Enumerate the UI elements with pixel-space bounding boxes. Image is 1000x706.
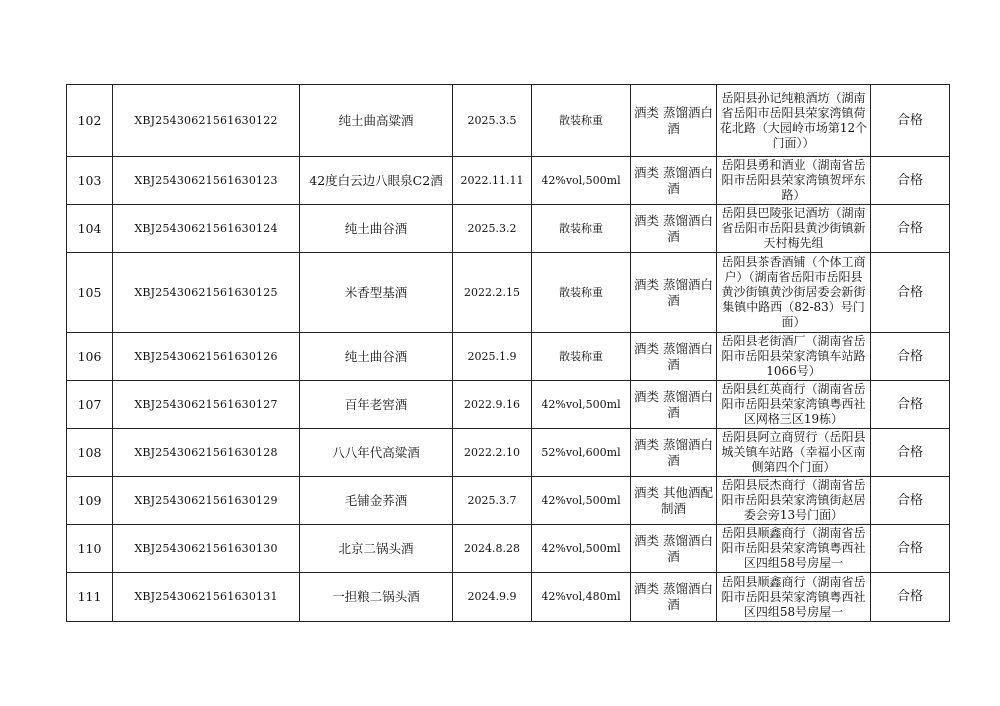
category-cell: 酒类 其他酒配制酒 — [631, 477, 717, 525]
result-cell: 合格 — [871, 253, 950, 333]
serial-number-cell: 106 — [67, 333, 113, 381]
production-date-cell: 2025.3.7 — [453, 477, 532, 525]
production-date-cell: 2022.2.15 — [453, 253, 532, 333]
specification-cell: 散装称重 — [532, 205, 631, 253]
sample-code-cell: XBJ25430621561630128 — [113, 429, 300, 477]
sample-code-cell: XBJ25430621561630126 — [113, 333, 300, 381]
producer-cell: 岳阳县老街酒厂（湖南省岳阳市岳阳县荣家湾镇车站路1066号） — [717, 333, 871, 381]
producer-cell: 岳阳县勇和酒业（湖南省岳阳市岳阳县荣家湾镇贺坪东路） — [717, 157, 871, 205]
product-name-cell: 毛铺金荞酒 — [300, 477, 453, 525]
serial-number-cell: 105 — [67, 253, 113, 333]
product-name-cell: 一担粮二锅头酒 — [300, 573, 453, 622]
sample-code-cell: XBJ25430621561630123 — [113, 157, 300, 205]
product-name-cell: 八八年代高粱酒 — [300, 429, 453, 477]
product-name-cell: 纯土曲高粱酒 — [300, 85, 453, 157]
serial-number-cell: 102 — [67, 85, 113, 157]
result-cell: 合格 — [871, 381, 950, 429]
table-row — [67, 525, 950, 573]
category-cell: 酒类 蒸馏酒白酒 — [631, 85, 717, 157]
serial-number-cell: 111 — [67, 573, 113, 622]
serial-number-cell: 110 — [67, 525, 113, 573]
specification-cell: 52%vol,600ml — [532, 429, 631, 477]
specification-cell: 42%vol,500ml — [532, 477, 631, 525]
production-date-cell: 2022.11.11 — [453, 157, 532, 205]
category-cell: 酒类 蒸馏酒白酒 — [631, 429, 717, 477]
specification-cell: 散装称重 — [532, 333, 631, 381]
sample-code-cell: XBJ25430621561630127 — [113, 381, 300, 429]
table-row — [67, 85, 950, 157]
result-cell: 合格 — [871, 157, 950, 205]
production-date-cell: 2022.9.16 — [453, 381, 532, 429]
table-row — [67, 429, 950, 477]
category-cell: 酒类 蒸馏酒白酒 — [631, 333, 717, 381]
category-cell: 酒类 蒸馏酒白酒 — [631, 205, 717, 253]
table-row — [67, 205, 950, 253]
category-cell: 酒类 蒸馏酒白酒 — [631, 253, 717, 333]
serial-number-cell: 109 — [67, 477, 113, 525]
category-cell: 酒类 蒸馏酒白酒 — [631, 157, 717, 205]
specification-cell: 42%vol,480ml — [532, 573, 631, 622]
category-cell: 酒类 蒸馏酒白酒 — [631, 381, 717, 429]
result-cell: 合格 — [871, 333, 950, 381]
product-name-cell: 42度白云边八眼泉C2酒 — [300, 157, 453, 205]
sample-code-cell: XBJ25430621561630129 — [113, 477, 300, 525]
product-name-cell: 米香型基酒 — [300, 253, 453, 333]
table-row — [67, 253, 950, 333]
sample-code-cell: XBJ25430621561630131 — [113, 573, 300, 622]
producer-cell: 岳阳县辰杰商行（湖南省岳阳市岳阳县荣家湾镇街赵居委会旁13号门面） — [717, 477, 871, 525]
specification-cell: 42%vol,500ml — [532, 525, 631, 573]
producer-cell: 岳阳县巴陵张记酒坊（湖南省岳阳市岳阳县黄沙街镇新天村梅先组 — [717, 205, 871, 253]
product-name-cell: 纯土曲谷酒 — [300, 333, 453, 381]
sample-code-cell: XBJ25430621561630122 — [113, 85, 300, 157]
table-row — [67, 157, 950, 205]
serial-number-cell: 108 — [67, 429, 113, 477]
sample-code-cell: XBJ25430621561630130 — [113, 525, 300, 573]
producer-cell: 岳阳县红英商行（湖南省岳阳市岳阳县荣家湾镇粤西社区网格三区19栋） — [717, 381, 871, 429]
result-cell: 合格 — [871, 525, 950, 573]
specification-cell: 散装称重 — [532, 253, 631, 333]
specification-cell: 42%vol,500ml — [532, 381, 631, 429]
table-row — [67, 333, 950, 381]
sample-code-cell: XBJ25430621561630125 — [113, 253, 300, 333]
production-date-cell: 2025.3.2 — [453, 205, 532, 253]
result-cell: 合格 — [871, 573, 950, 622]
result-cell: 合格 — [871, 429, 950, 477]
producer-cell: 岳阳县顺鑫商行（湖南省岳阳市岳阳县荣家湾镇粤西社区四组58号房屋一 — [717, 525, 871, 573]
serial-number-cell: 103 — [67, 157, 113, 205]
product-name-cell: 北京二锅头酒 — [300, 525, 453, 573]
producer-cell: 岳阳县孙记纯粮酒坊（湖南省岳阳市岳阳县荣家湾镇荷花北路（大园岭市场第12个门面）） — [717, 85, 871, 157]
production-date-cell: 2025.3.5 — [453, 85, 532, 157]
producer-cell: 岳阳县阿立商贸行（岳阳县城关镇车站路（幸福小区南侧第四个门面） — [717, 429, 871, 477]
table-row — [67, 477, 950, 525]
specification-cell: 散装称重 — [532, 85, 631, 157]
production-date-cell: 2024.8.28 — [453, 525, 532, 573]
sample-code-cell: XBJ25430621561630124 — [113, 205, 300, 253]
inspection-results-table — [66, 84, 950, 622]
table-row — [67, 573, 950, 622]
production-date-cell: 2024.9.9 — [453, 573, 532, 622]
result-cell: 合格 — [871, 477, 950, 525]
result-cell: 合格 — [871, 205, 950, 253]
producer-cell: 岳阳县顺鑫商行（湖南省岳阳市岳阳县荣家湾镇粤西社区四组58号房屋一 — [717, 573, 871, 622]
product-name-cell: 百年老窖酒 — [300, 381, 453, 429]
specification-cell: 42%vol,500ml — [532, 157, 631, 205]
serial-number-cell: 107 — [67, 381, 113, 429]
product-name-cell: 纯土曲谷酒 — [300, 205, 453, 253]
production-date-cell: 2022.2.10 — [453, 429, 532, 477]
producer-cell: 岳阳县茶香酒铺（个体工商户）（湖南省岳阳市岳阳县黄沙街镇黄沙街居委会新街集镇中路西（82-83）号门面） — [717, 253, 871, 333]
category-cell: 酒类 蒸馏酒白酒 — [631, 573, 717, 622]
production-date-cell: 2025.1.9 — [453, 333, 532, 381]
table-body — [67, 85, 950, 622]
category-cell: 酒类 蒸馏酒白酒 — [631, 525, 717, 573]
table-row — [67, 381, 950, 429]
serial-number-cell: 104 — [67, 205, 113, 253]
result-cell: 合格 — [871, 85, 950, 157]
